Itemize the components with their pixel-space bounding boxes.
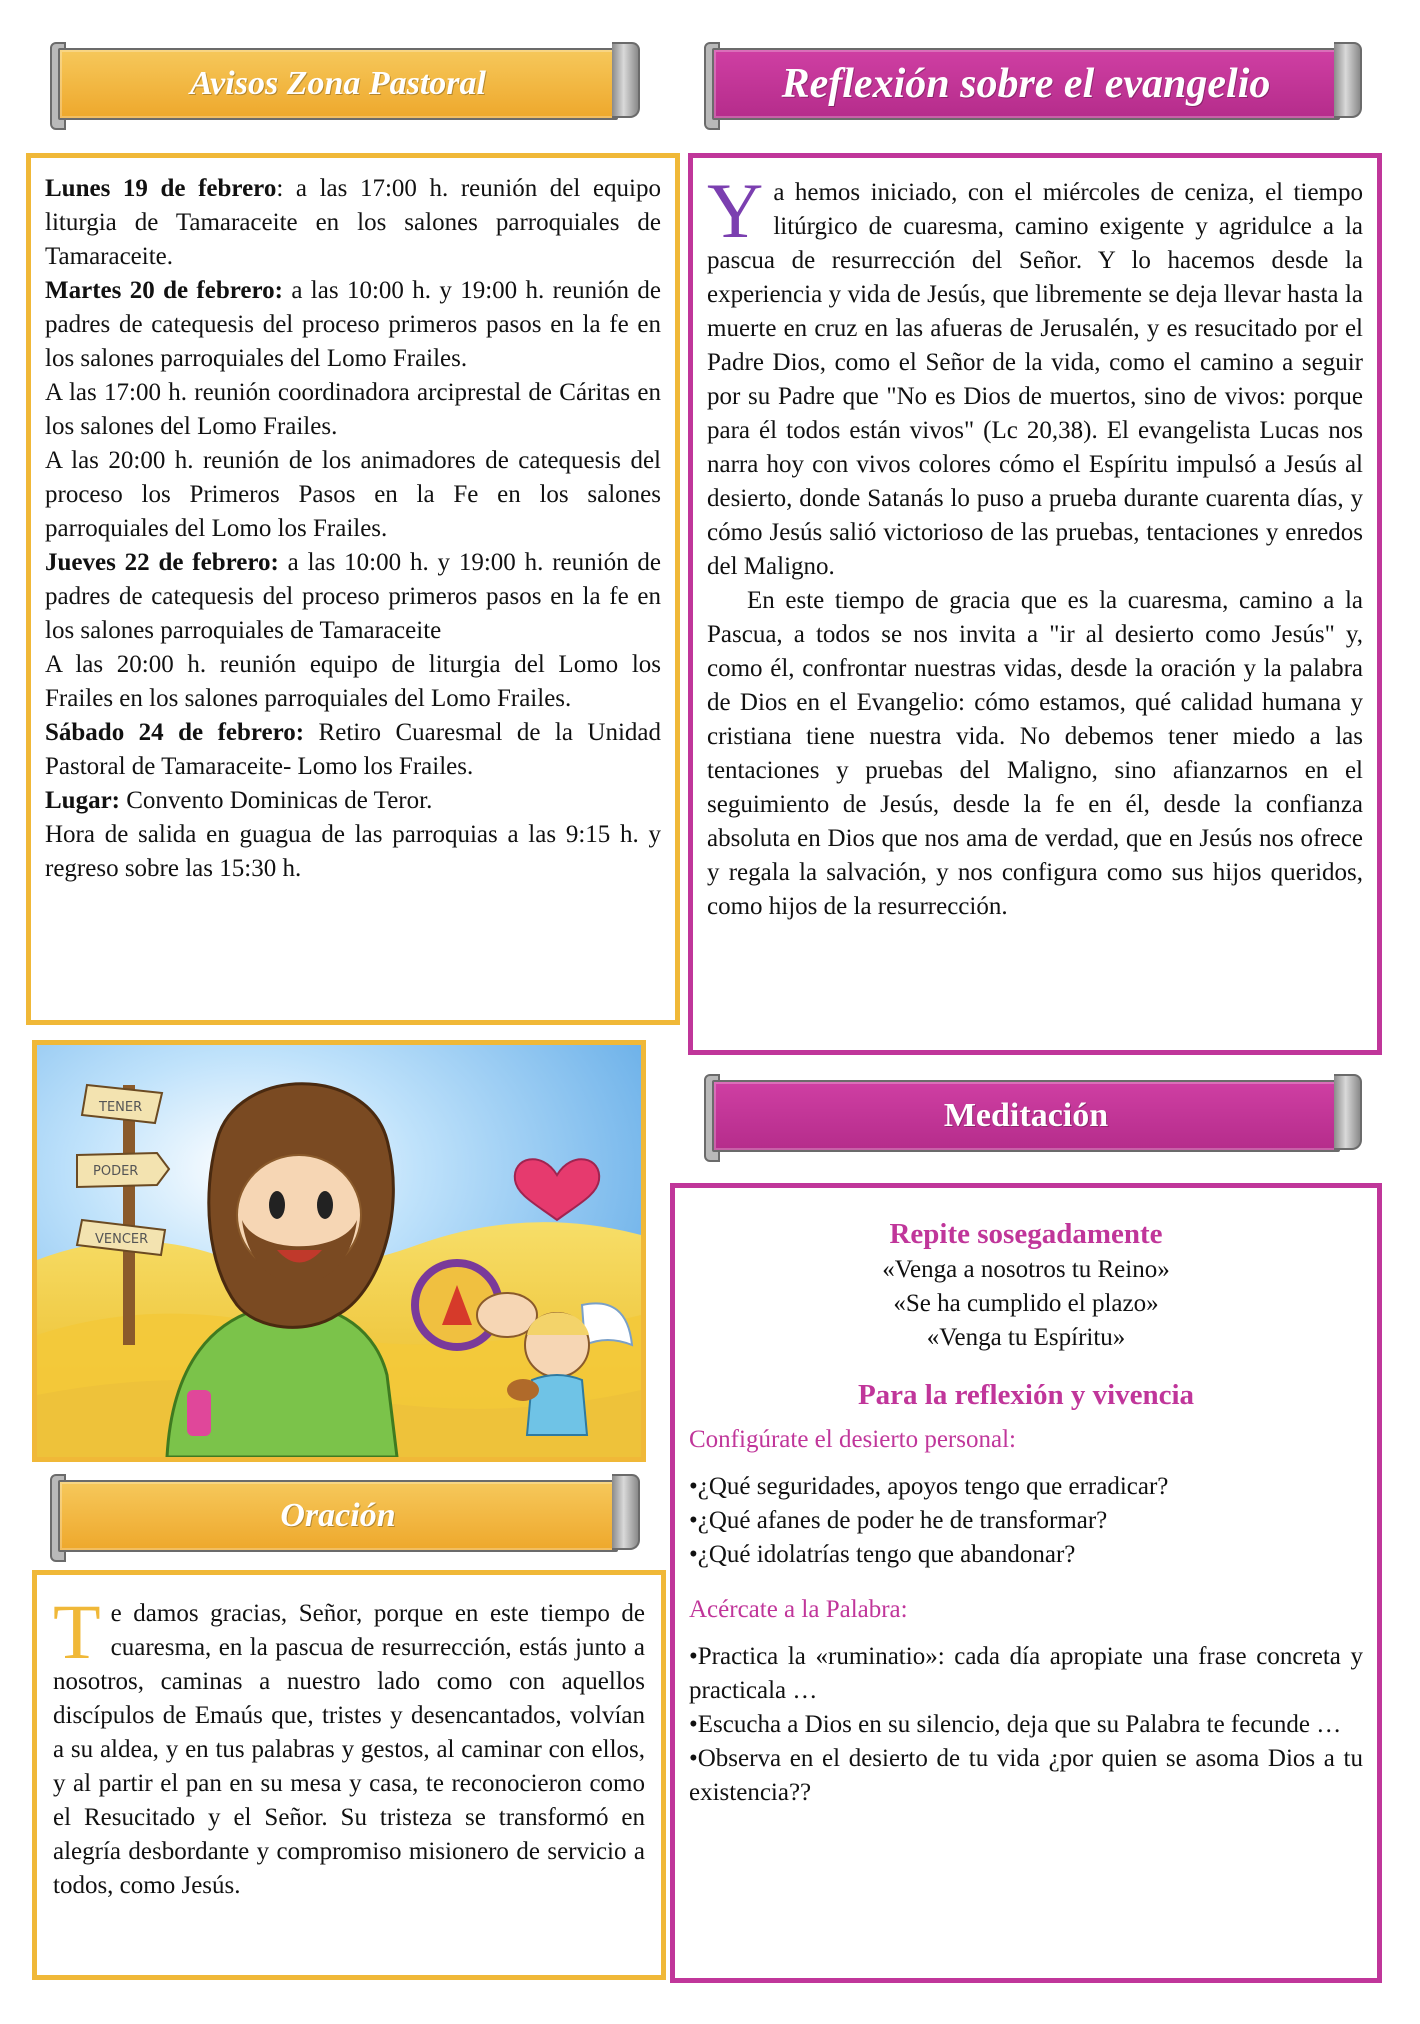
avisos-list (45, 172, 661, 886)
aviso-item: A las 20:00 h. reunión equipo de liturgia del Lomo los Frailes en los salones parroquiales del Lomo Frailes. (45, 651, 661, 712)
meditacion-bullet: •¿Qué seguridades, apoyos tengo que erradicar? (689, 1473, 1169, 1500)
oracion-title: Oración (280, 1497, 396, 1534)
signpost (123, 1085, 135, 1345)
meditacion-sub-1: Configúrate el desierto personal: (689, 1426, 1016, 1453)
meditacion-bullet: •Practica la «ruminatio»: cada día apropiate una frase concreta y practicala … (689, 1643, 1363, 1704)
aviso-item: Lunes 19 de febrero: a las 17:00 h. reunión del equipo liturgia de Tamaraceite en los salones parroquiales de Tamaraceite. (45, 175, 661, 270)
oracion-dropcap: T (53, 1588, 101, 1675)
oracion-box (32, 1570, 666, 1980)
aviso-item: Hora de salida en guagua de las parroquias a las 9:15 h. y regreso sobre las 15:30 h. (45, 821, 661, 882)
reflexion-box (688, 153, 1382, 1055)
aviso-item: Martes 20 de febrero: a las 10:00 h. y 19:00 h. reunión de padres de catequesis del proceso primeros pasos en la fe en los salones parroquiales del Lomo Frailes. (45, 277, 661, 372)
meditacion-line: «Venga a nosotros tu Reino» (882, 1256, 1170, 1283)
meditacion-line: «Venga tu Espíritu» (926, 1324, 1126, 1351)
reflexion-paragraph-1: Ya hemos iniciado, con el miércoles de ceniza, el tiempo litúrgico de cuaresma, camino exigente y agridulce a la pascua de resurrección del Señor. Y lo hacemos desde la experiencia y vida de Jesús, que libremente se deja llevar hasta la muerte en cruz en las afueras de Jerusalén, y es resucitado por el Padre Dios, como el Señor de la vida, como el camino a seguir por su Padre que "No es Dios de muertos, sino de vivos: porque para él todos están vivos" (Lc 20,38). El evangelista Lucas nos narra hoy con vivos colores cómo el Espíritu impulsó a Jesús al desierto, donde Satanás lo puso a prueba durante cuarenta días, y cómo Jesús salió victorioso de las pruebas, tentaciones y enredos del Maligno. (707, 167, 1363, 580)
meditacion-bullet: •Observa en el desierto de tu vida ¿por quien se asoma Dios a tu existencia?? (689, 1745, 1363, 1806)
reflexion-banner (712, 42, 1362, 120)
reflexion-title: Reflexión sobre el evangelio (781, 61, 1271, 107)
meditacion-heading-1: Repite sosegadamente (889, 1218, 1163, 1250)
aviso-item: Jueves 22 de febrero: a las 10:00 h. y 19:00 h. reunión de padres de catequesis del proceso primeros pasos en la fe en los salones parroquiales de Tamaraceite (45, 549, 661, 644)
reflexion-paragraph-2: En este tiempo de gracia que es la cuaresma, camino a la Pascua, a todos se nos invita a "ir al desierto como Jesús" y, como él, confrontar nuestras vidas, desde la oración y la palabra de Dios en el Evangelio: cómo estamos, qué calidad humana y cristiana tiene nuestra vida. No debemos tener miedo a las tentaciones y pruebas del Maligno, sino afianzarnos en el seguimiento de Jesús, desde la fe en él, desde la confianza absoluta en Dios que nos ama de verdad, que en Jesús nos ofrece y regala la salvación, y nos configura como sus hijos queridos, como hijos de la resurrección. (707, 587, 1363, 920)
aviso-item: A las 20:00 h. reunión de los animadores de catequesis del proceso los Primeros Pasos en la Fe en los salones parroquiales del Lomo los Frailes. (45, 447, 661, 542)
svg-text:PODER: PODER (93, 1164, 139, 1179)
reflexion-dropcap: Y (707, 167, 764, 254)
aviso-item: A las 17:00 h. reunión coordinadora arciprestal de Cáritas en los salones del Lomo Frailes. (45, 379, 661, 440)
sign-poder (77, 1153, 169, 1187)
svg-text:TENER: TENER (99, 1100, 143, 1115)
meditacion-title: Meditación (943, 1097, 1109, 1134)
illustration-frame (32, 1040, 646, 1462)
oracion-text: e damos gracias, Señor, porque en este tiempo de cuaresma, en la pascua de resurrección, estás junto a nosotros, caminas a nuestro lado como con aquellos discípulos de Emaús que, tristes y desencantados, volvían a su aldea, y en tus palabras y gestos, al caminar con ellos, y al partir el pan en su mesa y casa, te reconocieron como el Resucitado y el Señor. Su tristeza se transformó en alegría desbordante y compromiso misionero de servicio a todos, como Jesús. (53, 1600, 645, 1899)
avisos-box (26, 153, 680, 1025)
svg-text:VENCER: VENCER (95, 1232, 149, 1247)
oracion-banner (58, 1474, 640, 1552)
avisos-banner (58, 42, 640, 120)
avisos-title: Avisos Zona Pastoral (190, 65, 486, 102)
meditacion-banner (712, 1074, 1362, 1152)
meditacion-bullet: •¿Qué afanes de poder he de transformar? (689, 1507, 1108, 1534)
aviso-item: Sábado 24 de febrero: Retiro Cuaresmal de la Unidad Pastoral de Tamaraceite- Lomo los Frailes. (45, 719, 661, 780)
jesus-desert-illustration (37, 1045, 641, 1457)
meditacion-bullet: •Escucha a Dios en su silencio, deja que su Palabra te fecunde … (689, 1711, 1342, 1738)
meditacion-line: «Se ha cumplido el plazo» (893, 1290, 1159, 1317)
meditacion-box (670, 1183, 1382, 1983)
meditacion-bullet: •¿Qué idolatrías tengo que abandonar? (689, 1541, 1076, 1568)
aviso-item: Lugar: Convento Dominicas de Teror. (45, 787, 433, 814)
meditacion-sub-2: Acércate a la Palabra: (689, 1596, 908, 1623)
meditacion-heading-2: Para la reflexión y vivencia (857, 1379, 1195, 1411)
